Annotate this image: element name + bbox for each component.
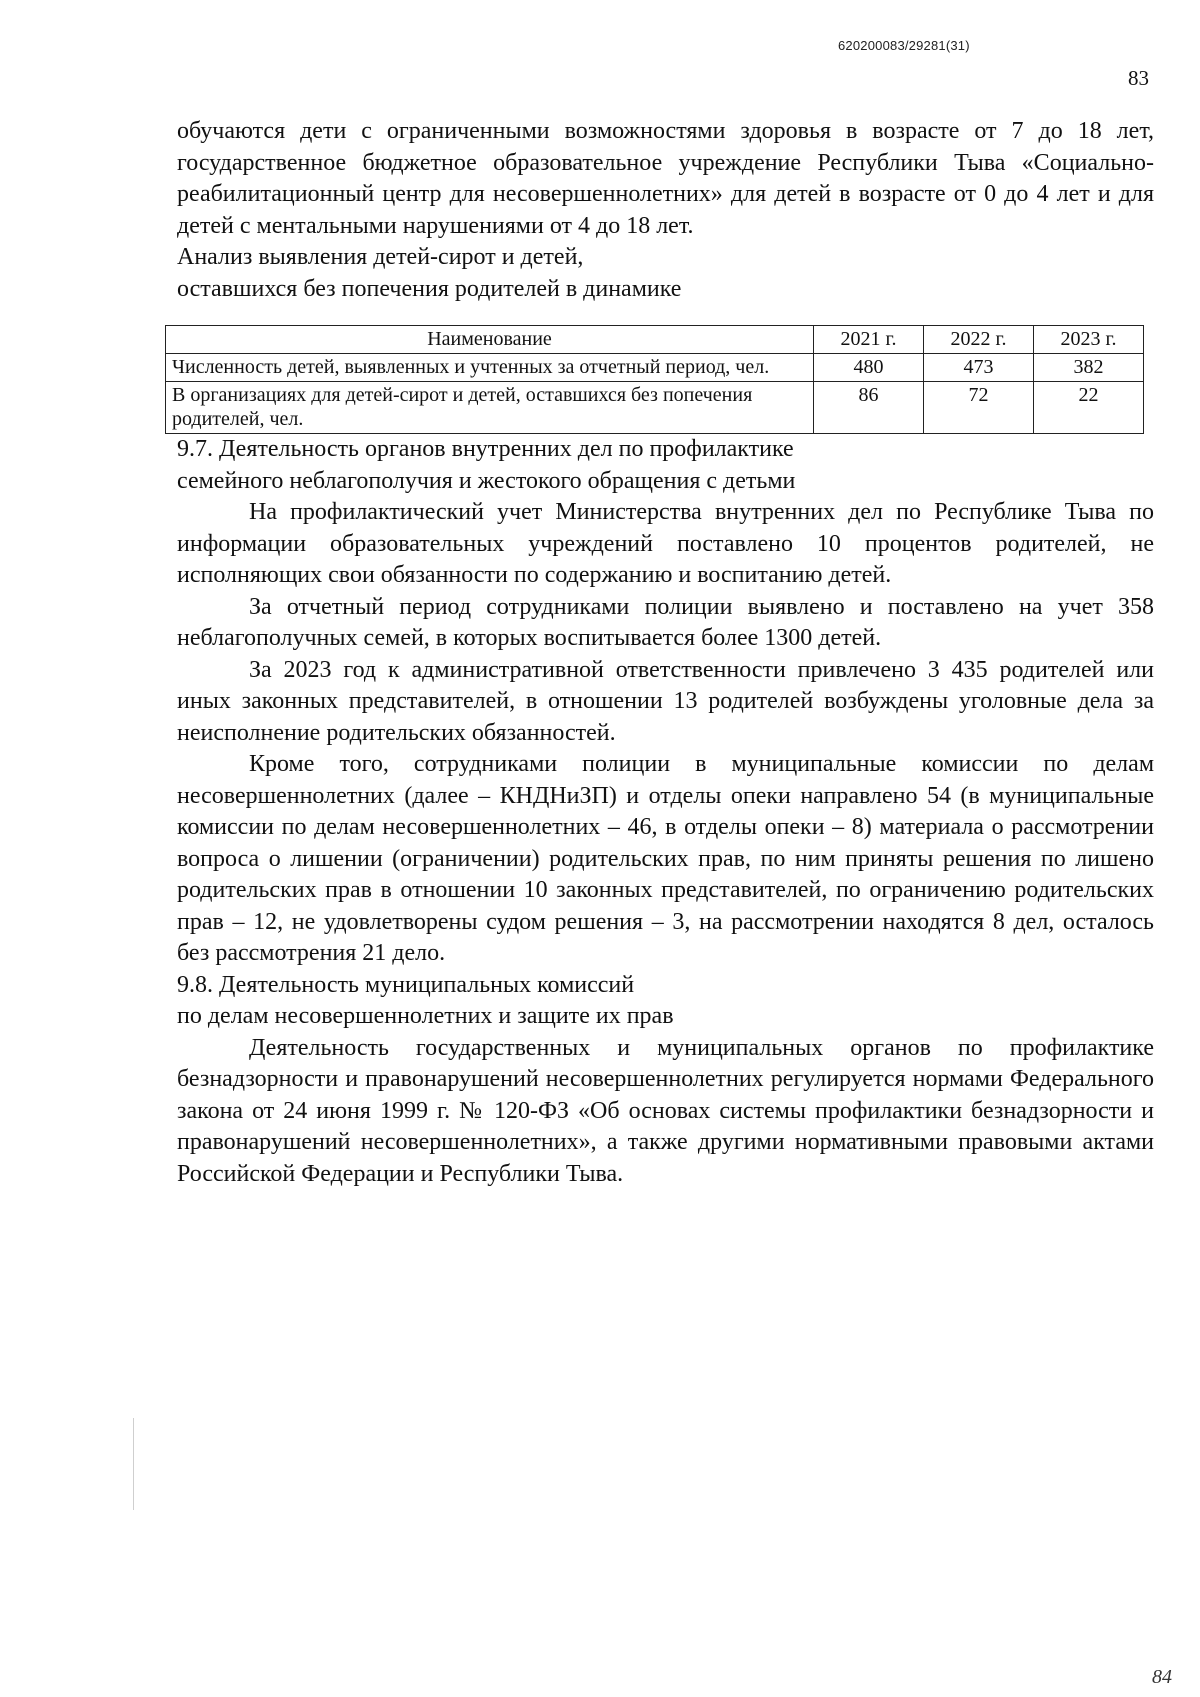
document-id: 620200083/29281(31) [838, 38, 970, 53]
header-name: Наименование [166, 326, 814, 354]
row-value-2021: 480 [814, 354, 924, 382]
header-2023: 2023 г. [1034, 326, 1144, 354]
section-9-8-title-line-1: 9.8. Деятельность муниципальных комиссий [177, 971, 635, 998]
table-row [166, 382, 1144, 434]
table-header-row [166, 326, 1144, 354]
orphans-table [165, 325, 1144, 434]
page-content [172, 116, 1154, 1190]
table-row [166, 354, 1144, 382]
paragraph: За отчетный период сотрудниками полиции выявлено и поставлено на учет 358 неблагополучных семей, в которых воспитывается более 1300 детей. [177, 593, 1154, 651]
row-name: В организациях для детей-сирот и детей, оставшихся без попечения родителей, чел. [166, 382, 814, 434]
row-value-2022: 72 [924, 382, 1034, 434]
table-caption-line-2: оставшихся без попечения родителей в динамике [177, 275, 682, 302]
row-name: Численность детей, выявленных и учтенных за отчетный период, чел. [166, 354, 814, 382]
header-2022: 2022 г. [924, 326, 1034, 354]
section-9-7-title-line-1: 9.7. Деятельность органов внутренних дел по профилактике [177, 436, 794, 462]
row-value-2021: 86 [814, 382, 924, 434]
row-value-2022: 473 [924, 354, 1034, 382]
table-caption-line-1: Анализ выявления детей-сирот и детей, [177, 244, 584, 270]
paragraph: Деятельность государственных и муниципальных органов по профилактике безнадзорности и правонарушений несовершеннолетних регулируется нормами Федерального закона от 24 июня 1999 г. № 120-ФЗ «Об основах системы профилактики безнадзорности и правонарушений несовершеннолетних», а также другими нормативными правовыми актами Российской Федерации и Республики Тыва. [177, 1034, 1154, 1187]
header-2021: 2021 г. [814, 326, 924, 354]
handwritten-page-mark: 84 [1152, 1666, 1172, 1688]
paragraph: За 2023 год к административной ответственности привлечено 3 435 родителей или иных законных представителей, в отношении 13 родителей возбуждены уголовные дела за неисполнение родительских обязанностей. [177, 656, 1154, 746]
intro-paragraph: обучаются дети с ограниченными возможностями здоровья в возрасте от 7 до 18 лет, государственное бюджетное образовательное учреждение Республики Тыва «Социально-реабилитационный центр для несовершеннолетних» для детей в возрасте от 0 до 4 лет и для детей с ментальными нарушениями от 4 до 18 лет. [177, 118, 1154, 239]
section-9-8-title-line-2: по делам несовершеннолетних и защите их прав [177, 1003, 674, 1029]
section-9-7-title-line-2: семейного неблагополучия и жестокого обращения с детьми [177, 467, 796, 494]
row-value-2023: 22 [1034, 382, 1144, 434]
paragraph: На профилактический учет Министерства внутренних дел по Республике Тыва по информации образовательных учреждений поставлено 10 процентов родителей, не исполняющих свои обязанности по содержанию и воспитанию детей. [177, 499, 1154, 588]
page-number: 83 [1128, 66, 1149, 90]
paragraph: Кроме того, сотрудниками полиции в муниципальные комиссии по делам несовершеннолетних (далее – КНДНиЗП) и отделы опеки направлено 54 (в муниципальные комиссии по делам несовершеннолетних – 46, в отделы опеки – 8) материала о рассмотрении вопроса о лишении (ограничении) родительских прав, по ним приняты решения по лишено родительских прав в отношении 10 законных представителей, по ограничению родительских прав – 12, не удовлетворены судом решения – 3, на рассмотрении находятся 8 дел, осталось без рассмотрения 21 дело. [177, 751, 1154, 966]
scan-margin-mark [133, 1418, 134, 1510]
row-value-2023: 382 [1034, 354, 1144, 382]
